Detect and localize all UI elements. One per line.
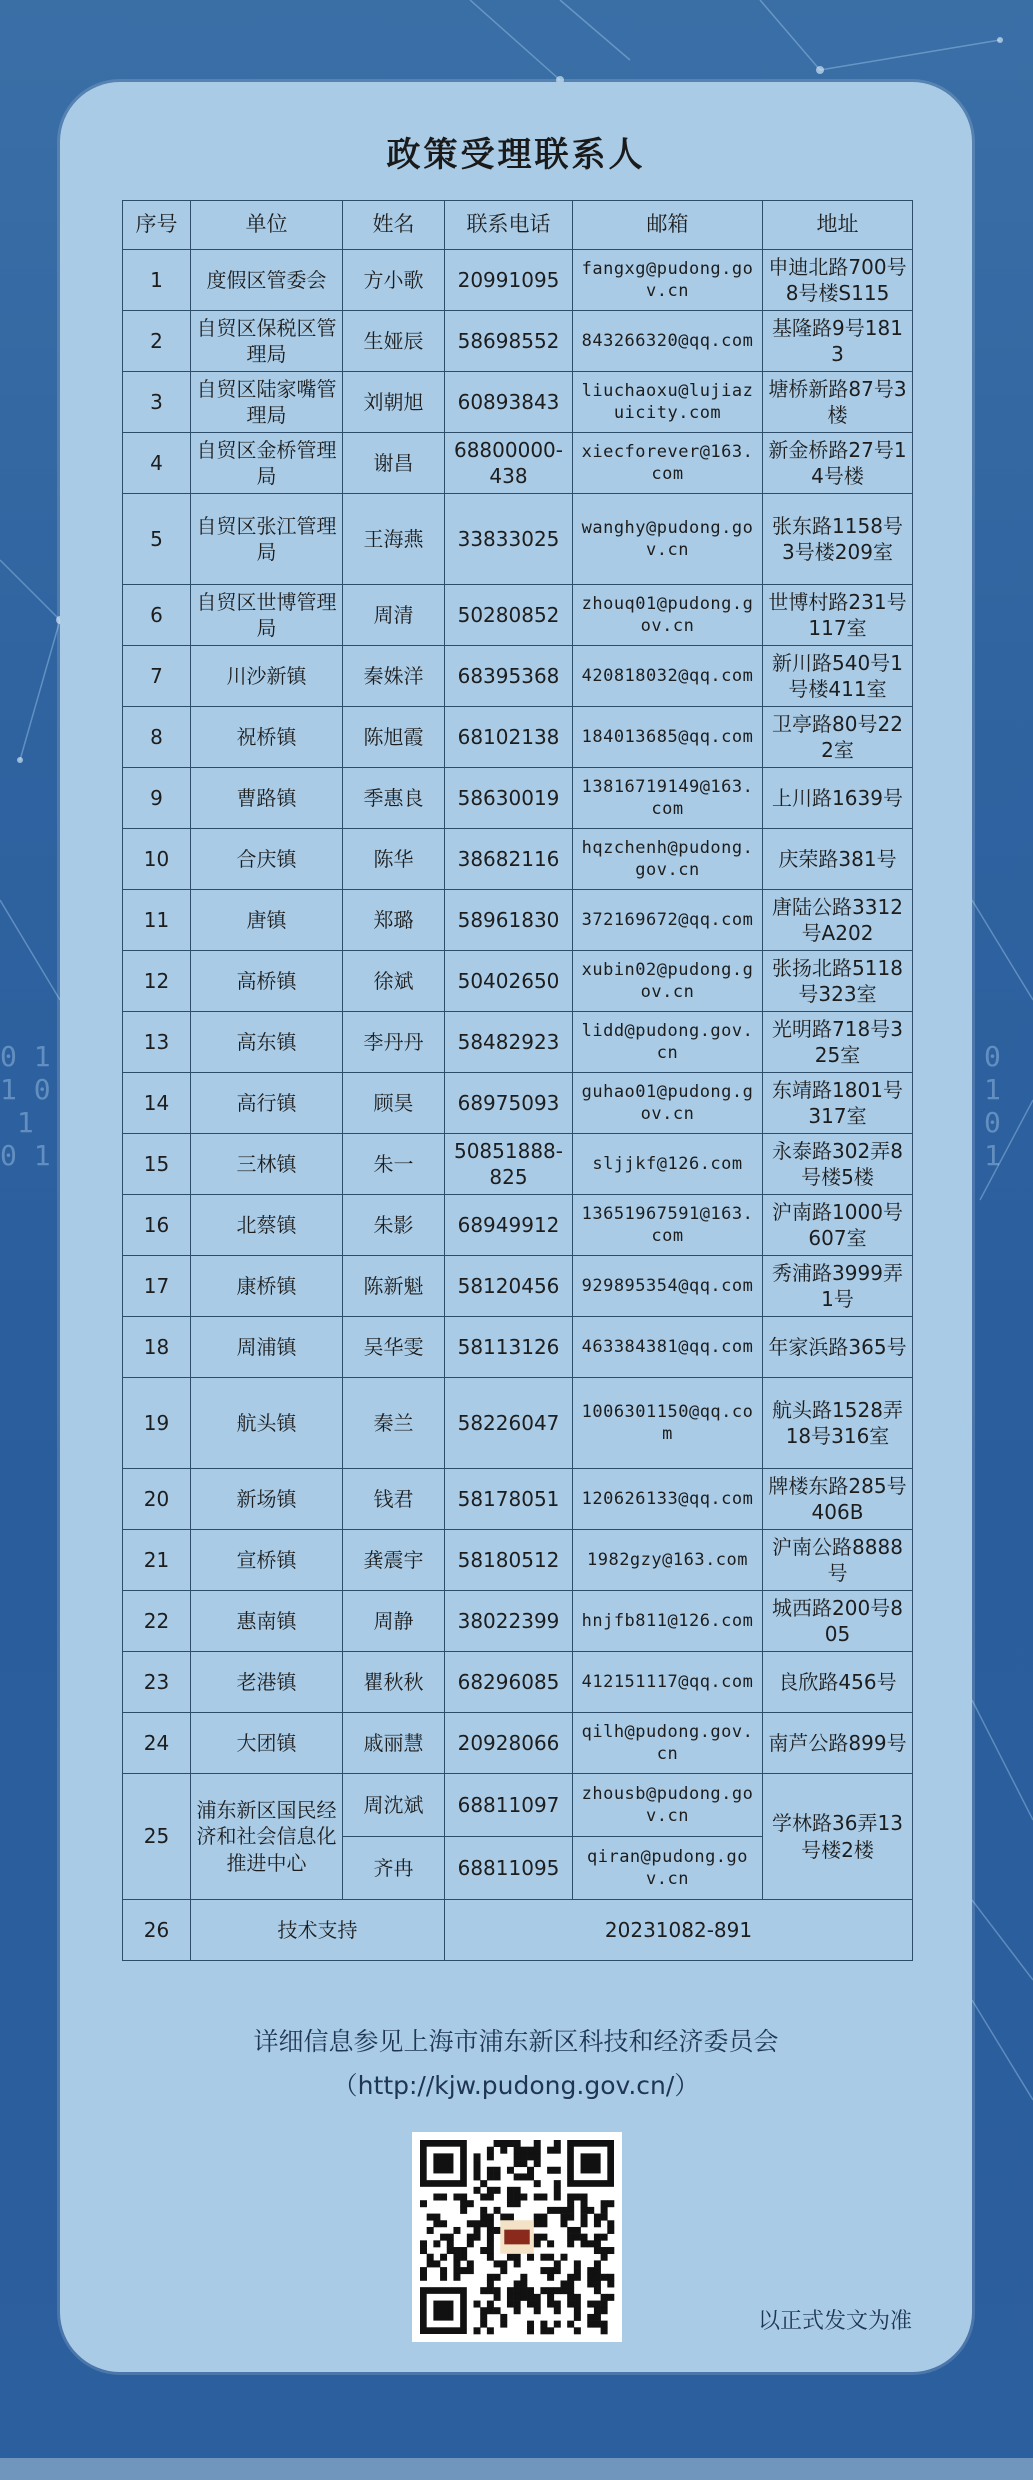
cell-phone: 58961830	[445, 890, 573, 951]
cell-email[interactable]: xubin02@pudong.gov.cn	[573, 951, 763, 1012]
cell-name: 郑璐	[343, 890, 445, 951]
table-header-row	[123, 201, 913, 250]
cell-address: 上川路1639号	[763, 768, 913, 829]
cell-email[interactable]: xiecforever@163.com	[573, 433, 763, 494]
cell-address: 张扬北路5118号323室	[763, 951, 913, 1012]
cell-email[interactable]: sljjkf@126.com	[573, 1134, 763, 1195]
cell-address: 张东路1158号3号楼209室	[763, 494, 913, 585]
cell-address: 基隆路9号1813	[763, 311, 913, 372]
table-row	[123, 951, 913, 1012]
cell-name: 李丹丹	[343, 1012, 445, 1073]
cell-email[interactable]: 372169672@qq.com	[573, 890, 763, 951]
cell-name: 戚丽慧	[343, 1713, 445, 1774]
cell-phone: 50402650	[445, 951, 573, 1012]
cell-name: 方小歌	[343, 250, 445, 311]
cell-unit: 川沙新镇	[191, 646, 343, 707]
cell-phone: 58698552	[445, 311, 573, 372]
cell-no: 4	[123, 433, 191, 494]
cell-no: 10	[123, 829, 191, 890]
cell-email[interactable]: 412151117@qq.com	[573, 1652, 763, 1713]
table-row	[123, 1652, 913, 1713]
cell-phone: 58482923	[445, 1012, 573, 1073]
cell-tech-support-phone: 20231082-891	[445, 1900, 913, 1961]
cell-email[interactable]: qiran@pudong.gov.cn	[573, 1837, 763, 1900]
table-row	[123, 1469, 913, 1530]
cell-address: 学林路36弄13号楼2楼	[763, 1774, 913, 1900]
cell-name: 生娅辰	[343, 311, 445, 372]
cell-unit: 祝桥镇	[191, 707, 343, 768]
cell-email[interactable]: wanghy@pudong.gov.cn	[573, 494, 763, 585]
cell-name: 徐斌	[343, 951, 445, 1012]
cell-phone: 20928066	[445, 1713, 573, 1774]
cell-name: 陈旭霞	[343, 707, 445, 768]
cell-address: 新金桥路27号14号楼	[763, 433, 913, 494]
cell-unit: 自贸区金桥管理局	[191, 433, 343, 494]
cell-no: 11	[123, 890, 191, 951]
cell-phone: 38682116	[445, 829, 573, 890]
cell-unit: 自贸区张江管理局	[191, 494, 343, 585]
cell-phone: 58113126	[445, 1317, 573, 1378]
cell-phone: 20991095	[445, 250, 573, 311]
table-row	[123, 890, 913, 951]
cell-email[interactable]: lidd@pudong.gov.cn	[573, 1012, 763, 1073]
table-row	[123, 494, 913, 585]
cell-phone: 68975093	[445, 1073, 573, 1134]
table-row	[123, 1530, 913, 1591]
cell-email[interactable]: 13651967591@163.com	[573, 1195, 763, 1256]
cell-no: 24	[123, 1713, 191, 1774]
table-row-26	[123, 1900, 913, 1961]
cell-unit: 周浦镇	[191, 1317, 343, 1378]
cell-address: 沪南公路8888号	[763, 1530, 913, 1591]
cell-no: 3	[123, 372, 191, 433]
cell-address: 世博村路231号117室	[763, 585, 913, 646]
cell-no: 22	[123, 1591, 191, 1652]
cell-email[interactable]: zhouq01@pudong.gov.cn	[573, 585, 763, 646]
cell-email[interactable]: fangxg@pudong.gov.cn	[573, 250, 763, 311]
cell-phone: 68949912	[445, 1195, 573, 1256]
cell-no: 20	[123, 1469, 191, 1530]
cell-name: 瞿秋秋	[343, 1652, 445, 1713]
cell-no: 18	[123, 1317, 191, 1378]
cell-unit: 自贸区陆家嘴管理局	[191, 372, 343, 433]
cell-name: 谢昌	[343, 433, 445, 494]
cell-no: 23	[123, 1652, 191, 1713]
cell-no: 12	[123, 951, 191, 1012]
cell-unit: 三林镇	[191, 1134, 343, 1195]
cell-no: 17	[123, 1256, 191, 1317]
cell-no: 9	[123, 768, 191, 829]
table-row	[123, 1378, 913, 1469]
cell-unit: 高东镇	[191, 1012, 343, 1073]
cell-no: 26	[123, 1900, 191, 1961]
cell-email[interactable]: hnjfb811@126.com	[573, 1591, 763, 1652]
table-row	[123, 1713, 913, 1774]
cell-name: 钱君	[343, 1469, 445, 1530]
table-row	[123, 1195, 913, 1256]
cell-no: 7	[123, 646, 191, 707]
cell-unit: 北蔡镇	[191, 1195, 343, 1256]
cell-address: 卫亭路80号222室	[763, 707, 913, 768]
table-body	[123, 250, 913, 1961]
qr-code	[412, 2132, 622, 2342]
table-row	[123, 1317, 913, 1378]
qr-code-image	[412, 2132, 622, 2342]
table-row	[123, 707, 913, 768]
cell-name: 陈新魁	[343, 1256, 445, 1317]
cell-unit: 自贸区世博管理局	[191, 585, 343, 646]
cell-unit: 唐镇	[191, 890, 343, 951]
cell-unit: 大团镇	[191, 1713, 343, 1774]
cell-name: 季惠良	[343, 768, 445, 829]
cell-phone: 58120456	[445, 1256, 573, 1317]
header-address: 地址	[763, 201, 913, 250]
cell-email[interactable]: guhao01@pudong.gov.cn	[573, 1073, 763, 1134]
cell-name: 齐冉	[343, 1837, 445, 1900]
cell-email[interactable]: zhousb@pudong.gov.cn	[573, 1774, 763, 1837]
cell-address: 牌楼东路285号406B	[763, 1469, 913, 1530]
cell-address: 秀浦路3999弄1号	[763, 1256, 913, 1317]
cell-name: 周清	[343, 585, 445, 646]
cell-email[interactable]: 929895354@qq.com	[573, 1256, 763, 1317]
page-title: 政策受理联系人	[386, 135, 646, 175]
table-row	[123, 1134, 913, 1195]
cell-no: 5	[123, 494, 191, 585]
cell-phone: 68811095	[445, 1837, 573, 1900]
header-email: 邮箱	[573, 201, 763, 250]
table-row-25a	[123, 1774, 913, 1837]
header-name: 姓名	[343, 201, 445, 250]
cell-no: 1	[123, 250, 191, 311]
cell-name: 刘朝旭	[343, 372, 445, 433]
binary-text-left: 0 1 1 0 1 0 1	[0, 1040, 51, 1172]
cell-email[interactable]: 1006301150@qq.com	[573, 1378, 763, 1469]
cell-name: 朱影	[343, 1195, 445, 1256]
cell-no: 2	[123, 311, 191, 372]
cell-address: 航头路1528弄18号316室	[763, 1378, 913, 1469]
cell-unit: 合庆镇	[191, 829, 343, 890]
cell-unit: 老港镇	[191, 1652, 343, 1713]
cell-unit: 康桥镇	[191, 1256, 343, 1317]
cell-phone: 58630019	[445, 768, 573, 829]
cell-phone: 50280852	[445, 585, 573, 646]
cell-unit: 高行镇	[191, 1073, 343, 1134]
cell-address: 永泰路302弄8号楼5楼	[763, 1134, 913, 1195]
cell-phone: 58180512	[445, 1530, 573, 1591]
official-note: 以正式发文为准	[757, 2309, 912, 2334]
table-row	[123, 311, 913, 372]
table-row	[123, 585, 913, 646]
cell-email[interactable]: liuchaoxu@lujiazuicity.com	[573, 372, 763, 433]
cell-no: 16	[123, 1195, 191, 1256]
header-phone: 联系电话	[445, 201, 573, 250]
cell-no: 19	[123, 1378, 191, 1469]
cell-email[interactable]: qilh@pudong.gov.cn	[573, 1713, 763, 1774]
contacts-table	[122, 200, 913, 1961]
table-row	[123, 250, 913, 311]
cell-unit: 航头镇	[191, 1378, 343, 1469]
cell-name: 龚震宇	[343, 1530, 445, 1591]
header-unit: 单位	[191, 201, 343, 250]
cell-address: 东靖路1801号317室	[763, 1073, 913, 1134]
cell-unit: 高桥镇	[191, 951, 343, 1012]
cell-unit: 曹路镇	[191, 768, 343, 829]
contacts-card	[60, 82, 972, 2372]
table-row	[123, 1256, 913, 1317]
cell-phone: 68102138	[445, 707, 573, 768]
cell-address: 庆荣路381号	[763, 829, 913, 890]
cell-address: 年家浜路365号	[763, 1317, 913, 1378]
table-row	[123, 433, 913, 494]
cell-address: 光明路718号325室	[763, 1012, 913, 1073]
cell-email[interactable]: 13816719149@163.com	[573, 768, 763, 829]
table-row	[123, 1073, 913, 1134]
cell-name: 周沈斌	[343, 1774, 445, 1837]
table-row	[123, 646, 913, 707]
cell-unit: 浦东新区国民经济和社会信息化推进中心	[191, 1774, 343, 1900]
cell-name: 王海燕	[343, 494, 445, 585]
cell-email[interactable]: 120626133@qq.com	[573, 1469, 763, 1530]
cell-unit: 新场镇	[191, 1469, 343, 1530]
cell-phone: 68800000-438	[445, 433, 573, 494]
cell-email[interactable]: 420818032@qq.com	[573, 646, 763, 707]
cell-phone: 60893843	[445, 372, 573, 433]
cell-phone: 58178051	[445, 1469, 573, 1530]
cell-no: 8	[123, 707, 191, 768]
cell-address: 城西路200号805	[763, 1591, 913, 1652]
cell-name: 顾昊	[343, 1073, 445, 1134]
cell-address: 南芦公路899号	[763, 1713, 913, 1774]
binary-text-right: 0 1 0 1	[984, 1040, 1001, 1172]
cell-name: 秦兰	[343, 1378, 445, 1469]
cell-unit: 自贸区保税区管理局	[191, 311, 343, 372]
cell-phone: 33833025	[445, 494, 573, 585]
cell-name: 吴华雯	[343, 1317, 445, 1378]
footer-info: 详细信息参见上海市浦东新区科技和经济委员会	[253, 2027, 779, 2056]
cell-email[interactable]: 1982gzy@163.com	[573, 1530, 763, 1591]
cell-address: 良欣路456号	[763, 1652, 913, 1713]
cell-no: 25	[123, 1774, 191, 1900]
cell-name: 朱一	[343, 1134, 445, 1195]
cell-phone: 68395368	[445, 646, 573, 707]
cell-address: 塘桥新路87号3楼	[763, 372, 913, 433]
footer-url[interactable]: （http://kjw.pudong.gov.cn/）	[332, 2071, 700, 2100]
cell-tech-support-label: 技术支持	[191, 1900, 445, 1961]
cell-name: 陈华	[343, 829, 445, 890]
cell-address: 新川路540号1号楼411室	[763, 646, 913, 707]
cell-unit: 惠南镇	[191, 1591, 343, 1652]
header-no: 序号	[123, 201, 191, 250]
cell-email[interactable]: 463384381@qq.com	[573, 1317, 763, 1378]
cell-no: 6	[123, 585, 191, 646]
table-row	[123, 372, 913, 433]
table-row	[123, 829, 913, 890]
cell-no: 15	[123, 1134, 191, 1195]
cell-address: 申迪北路700号8号楼S115	[763, 250, 913, 311]
cell-email[interactable]: 843266320@qq.com	[573, 311, 763, 372]
cell-email[interactable]: hqzchenh@pudong.gov.cn	[573, 829, 763, 890]
cell-unit: 宣桥镇	[191, 1530, 343, 1591]
table-row	[123, 768, 913, 829]
table-row	[123, 1591, 913, 1652]
cell-name: 秦姝洋	[343, 646, 445, 707]
bottom-strip	[0, 2458, 1033, 2480]
cell-phone: 68811097	[445, 1774, 573, 1837]
cell-name: 周静	[343, 1591, 445, 1652]
cell-phone: 38022399	[445, 1591, 573, 1652]
cell-no: 13	[123, 1012, 191, 1073]
cell-phone: 68296085	[445, 1652, 573, 1713]
cell-phone: 58226047	[445, 1378, 573, 1469]
cell-address: 唐陆公路3312号A202	[763, 890, 913, 951]
table-row	[123, 1012, 913, 1073]
cell-no: 14	[123, 1073, 191, 1134]
cell-email[interactable]: 184013685@qq.com	[573, 707, 763, 768]
cell-no: 21	[123, 1530, 191, 1591]
cell-phone: 50851888-825	[445, 1134, 573, 1195]
cell-unit: 度假区管委会	[191, 250, 343, 311]
cell-address: 沪南路1000号607室	[763, 1195, 913, 1256]
